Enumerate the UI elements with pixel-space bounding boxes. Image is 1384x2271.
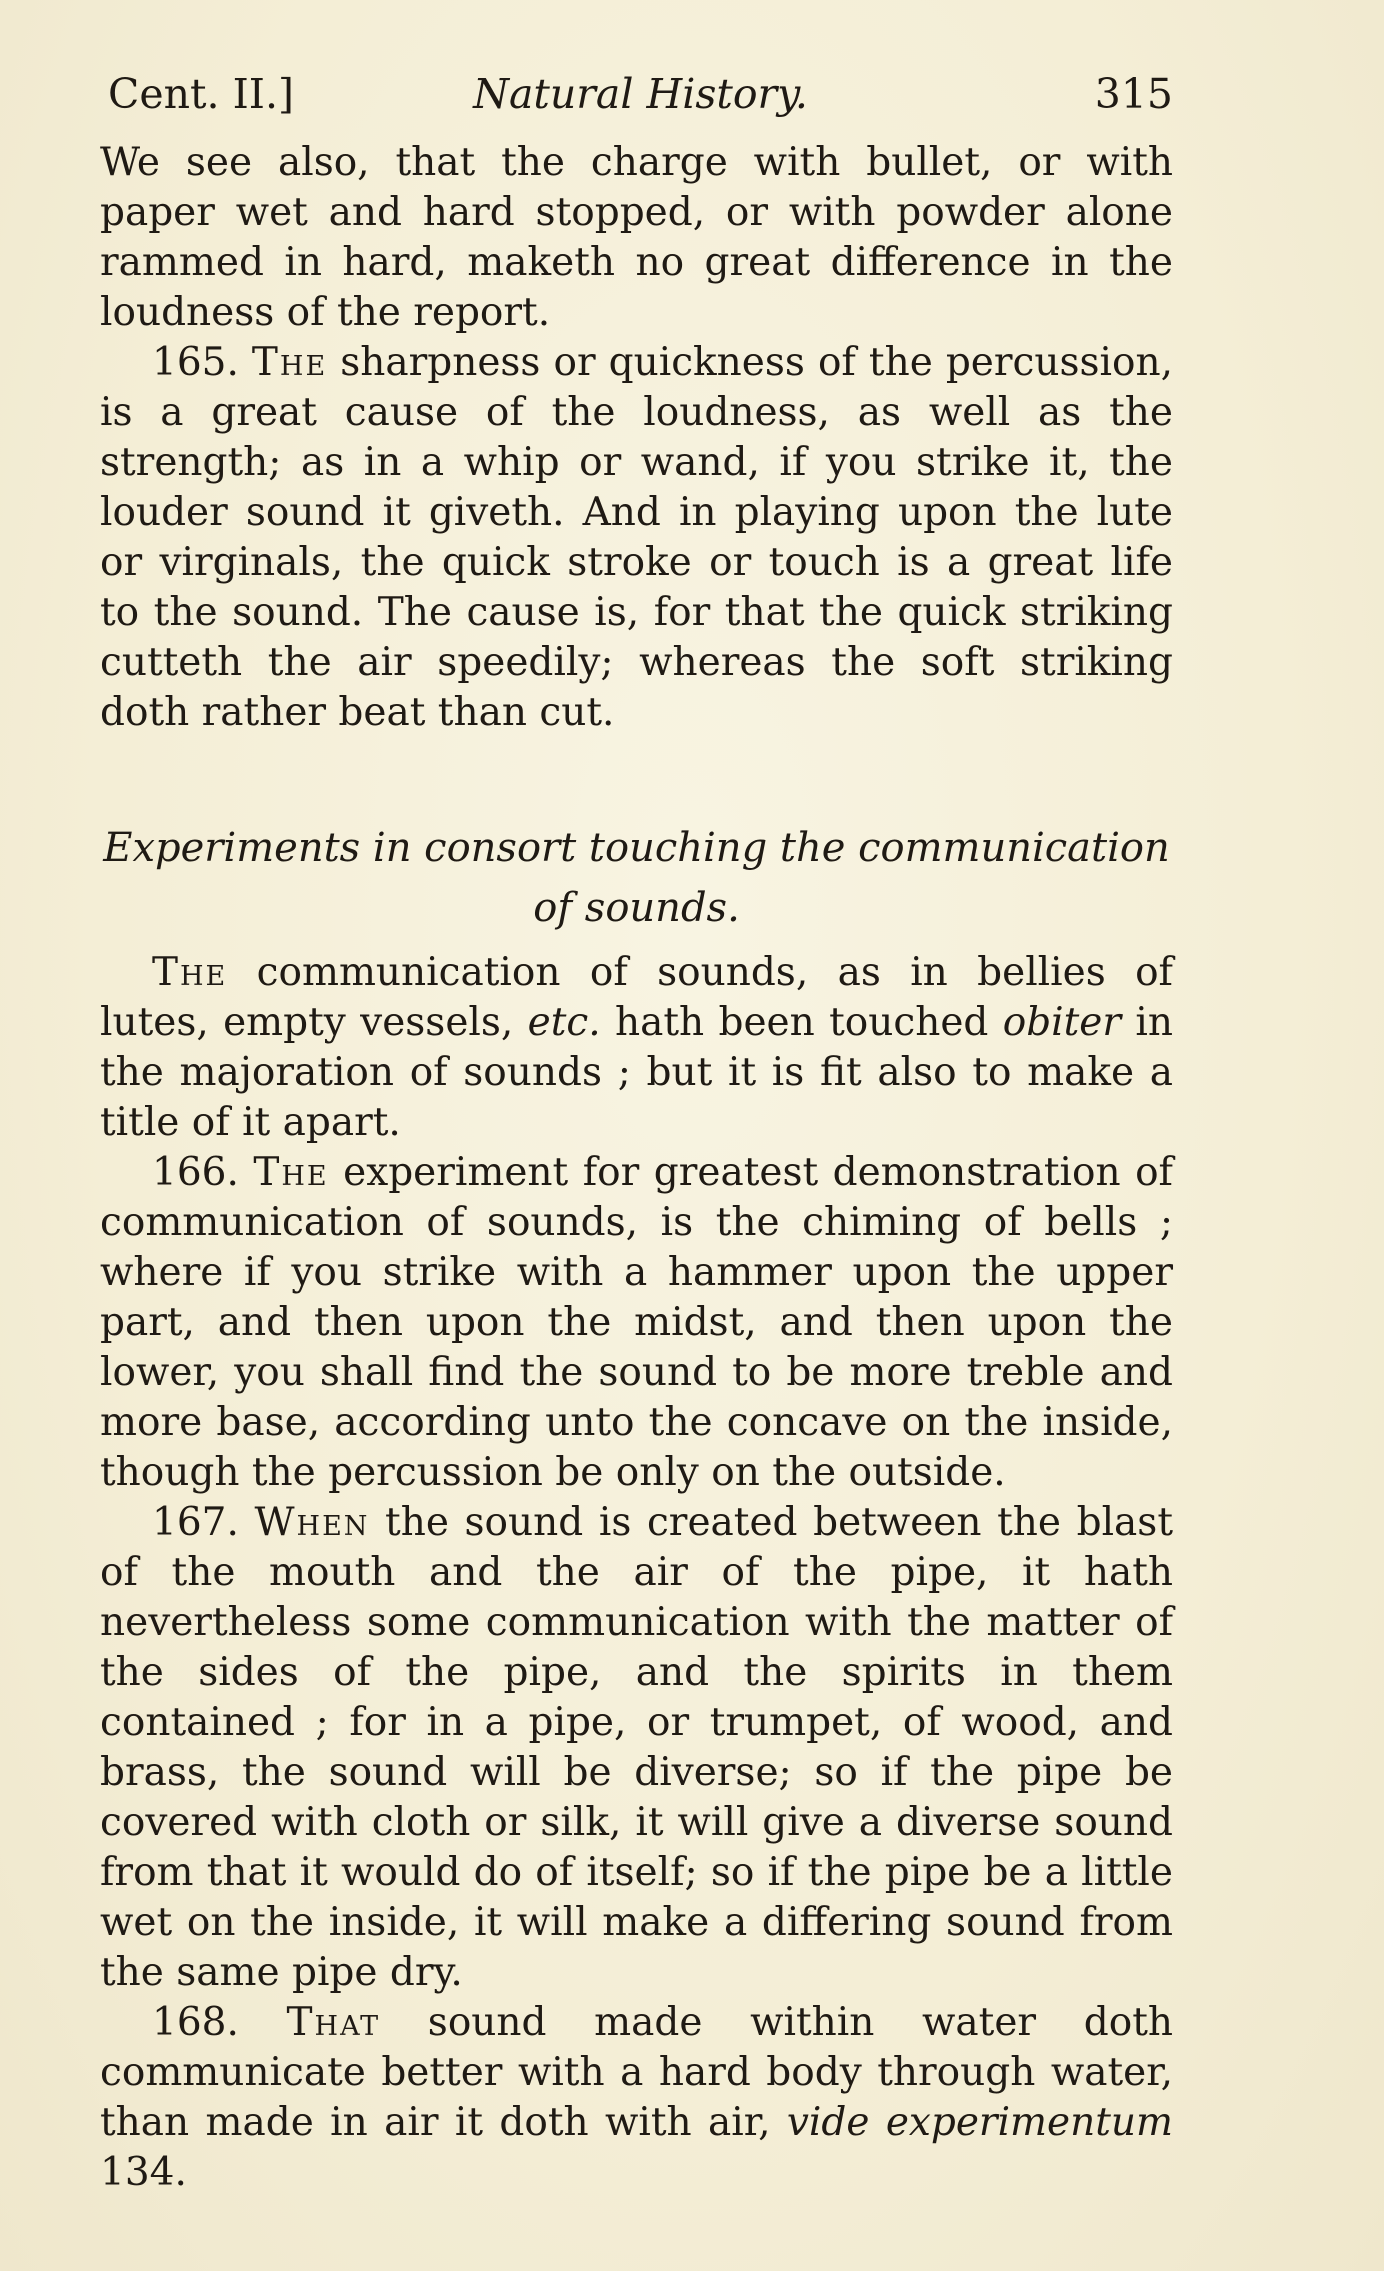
reference-number: 134. [100, 2150, 187, 2195]
paragraph-continued [100, 138, 1173, 338]
italic-etc: etc. [527, 1000, 601, 1045]
paragraph-number: 168. [152, 2000, 239, 2045]
paragraph-text: communication of sounds, as in bellies of lutes, empty vessels, [100, 950, 1173, 1045]
italic-obiter: obiter [1002, 1000, 1122, 1045]
paragraph-text: hath been touched [600, 1000, 1003, 1045]
paragraph-165 [100, 338, 1173, 738]
paragraph-number: 166. [152, 1150, 239, 1195]
paragraph-lead-word: The [251, 340, 328, 385]
paragraph-number: 167. [152, 1500, 239, 1545]
section-heading-line-1: Experiments in consort touching the communication [103, 825, 1170, 871]
paragraph-167 [100, 1498, 1173, 1998]
section-heading-line-2: of sounds. [533, 885, 740, 931]
paragraph-168 [100, 1998, 1173, 2198]
page-number: 315 [1094, 70, 1173, 118]
paragraph-number: 165. [152, 340, 239, 385]
paragraph-lead-word: The [253, 1150, 329, 1195]
section-heading [100, 818, 1173, 938]
paragraph-lead-word: The [152, 950, 228, 995]
paragraph-intro [100, 948, 1173, 1148]
paragraph-text: We see also, that the charge with bullet, or with paper wet and hard stopped, or with powder alone rammed in hard, maketh no great difference in the loudness of the report. [100, 140, 1173, 335]
italic-reference: vide experimentum [786, 2100, 1174, 2145]
paragraph-lead-word: When [254, 1500, 370, 1545]
header-chapter: Cent. II.] [108, 70, 295, 118]
header-title: Natural History. [473, 70, 808, 118]
lower-text-block [100, 948, 1173, 2198]
paragraph-166 [100, 1148, 1173, 1498]
paragraph-text: sharpness or quickness of the percussion, is a great cause of the loudness, as well as the strength; as in a whip or wand, if you strike it, the louder sound it giveth. And in playing upon the lute or virginals, the quick stroke or touch is a great life to the sound. The cause is, for that the quick striking cutteth the air speedily; whereas the soft striking doth rather beat than cut. [100, 340, 1173, 735]
paragraph-text: experiment for greatest demonstration of communication of sounds, is the chiming of bells ; where if you strike with a hammer upon the upper part, and then upon the midst, and then upon the lower, you shall find the sound to be more treble and more base, according unto the concave on the inside, though the percussion be only on the outside. [100, 1150, 1173, 1495]
paragraph-lead-word: That [286, 2000, 381, 2045]
running-header [108, 64, 1173, 124]
paragraph-text: sound made within water doth communicate better with a hard body through water, than made in air it doth with air, [100, 2000, 1173, 2145]
upper-text-block [100, 138, 1173, 738]
paragraph-text: the sound is created between the blast of the mouth and the air of the pipe, it hath nevertheless some communication with the matter of the sides of the pipe, and the spirits in them contained ; for in a pipe, or trumpet, of wood, and brass, the sound will be diverse; so if the pipe be covered with cloth or silk, it will give a diverse sound from that it would do of itself; so if the pipe be a little wet on the inside, it will make a differing sound from the same pipe dry. [100, 1500, 1173, 1995]
paragraph-text: in the majoration of sounds ; but it is fit also to make a title of it apart. [100, 1000, 1173, 1145]
